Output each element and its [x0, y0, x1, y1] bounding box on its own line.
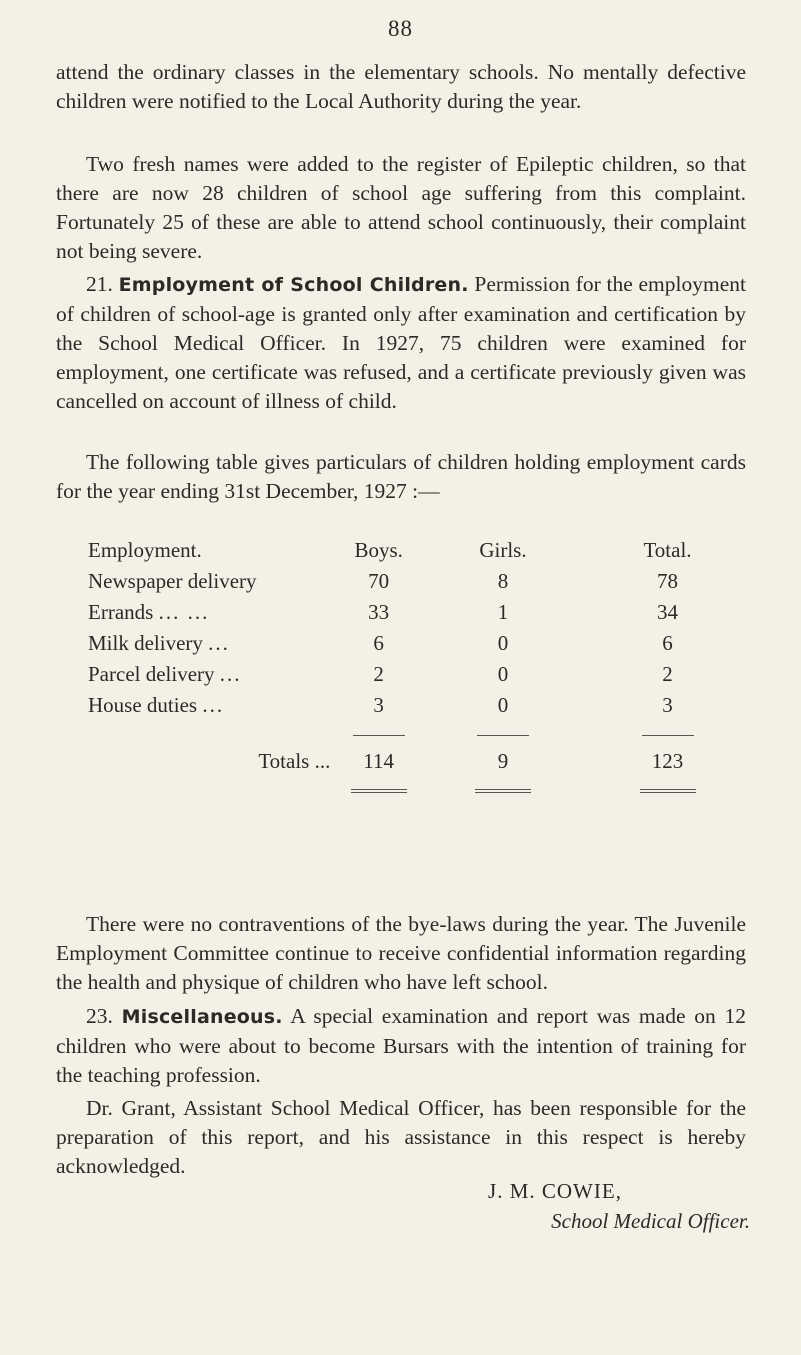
- row-boys: 6: [373, 631, 384, 655]
- section-21-number: 21.: [86, 272, 113, 296]
- table-row: [56, 628, 756, 659]
- row-boys: 2: [373, 662, 384, 686]
- table-double-rule-row: [56, 777, 756, 802]
- row-leader-dots: ...: [219, 662, 242, 686]
- row-employment: Parcel delivery: [88, 662, 215, 686]
- signature-name: J. M. COWIE,: [488, 1179, 622, 1203]
- signature-title: School Medical Officer.: [551, 1209, 750, 1233]
- column-double-rule: [640, 789, 696, 793]
- table-rule-row: [56, 721, 756, 746]
- column-double-rule: [351, 789, 407, 793]
- table-row: [56, 566, 756, 597]
- column-rule: [477, 735, 529, 736]
- row-girls: 0: [497, 693, 509, 717]
- page-number: 88: [388, 16, 413, 41]
- row-employment: House duties: [88, 693, 198, 717]
- header-employment: Employment.: [88, 538, 202, 562]
- header-boys: Boys.: [354, 538, 403, 562]
- row-total: 2: [662, 662, 673, 686]
- header-total: Total.: [643, 538, 692, 562]
- section-21-heading: Employment of School Children.: [118, 274, 469, 296]
- table-row: [56, 690, 756, 721]
- table-totals-row: [56, 746, 756, 777]
- row-girls: 1: [497, 600, 509, 624]
- column-rule: [642, 735, 694, 736]
- row-employment: Errands: [88, 600, 154, 624]
- section-21-text: Permission for the employment of children of school-age is granted only after examination and certification by the School Medical Officer. In 1927, 75 children were examined for employment, one certificate was refused, and a certificate previously given was cancelled on account of illness of child.: [56, 272, 746, 413]
- totals-girls: 9: [497, 749, 509, 773]
- row-employment: Milk delivery: [88, 631, 203, 655]
- row-leader-dots: ... ...: [158, 600, 210, 624]
- table-intro: The following table gives particulars of children holding employment cards for the year ending 31st December, 1927 :—: [56, 450, 746, 503]
- row-girls: 8: [497, 569, 509, 593]
- row-total: 78: [657, 569, 678, 593]
- column-double-rule: [475, 789, 531, 793]
- totals-label: Totals ...: [258, 749, 331, 773]
- row-boys: 33: [368, 600, 390, 624]
- paragraph-mental-defectives: attend the ordinary classes in the elementary schools. No mentally defective children were notified to the Local Authority during the year.: [56, 60, 746, 113]
- signature-block: [360, 1176, 750, 1236]
- section-23-number: 23.: [86, 1004, 113, 1028]
- paragraph-bye-laws: There were no contraventions of the bye-laws during the year. The Juvenile Employment Committee continue to receive confidential information regarding the health and physique of children who have left school.: [56, 912, 746, 994]
- row-total: 6: [662, 631, 673, 655]
- column-rule: [353, 735, 405, 736]
- row-boys: 70: [368, 569, 390, 593]
- paragraph-acknowledgement: Dr. Grant, Assistant School Medical Officer, has been responsible for the preparation of this report, and his assistance in this respect is hereby acknowledged.: [56, 1096, 746, 1178]
- row-leader-dots: ...: [208, 631, 230, 655]
- table-header-row: [56, 535, 756, 566]
- row-total: 34: [657, 600, 678, 624]
- table-row: [56, 659, 756, 690]
- employment-table: [56, 535, 756, 802]
- totals-total: 123: [651, 749, 684, 773]
- row-leader-dots: ...: [202, 693, 225, 717]
- section-23-text: A special examination and report was made on 12 children who were about to become Bursars with the intention of training for the teaching profession.: [56, 1004, 746, 1087]
- table-row: [56, 597, 756, 628]
- totals-boys: 114: [363, 749, 395, 773]
- header-girls: Girls.: [479, 538, 527, 562]
- row-total: 3: [662, 693, 673, 717]
- row-girls: 0: [497, 662, 509, 686]
- row-employment: Newspaper delivery: [88, 569, 257, 593]
- paragraph-epileptic-children: Two fresh names were added to the register of Epileptic children, so that there are now 28 children of school age suffering from this complaint. Fortunately 25 of these are able to attend school continuously, their complaint not being severe.: [56, 152, 746, 263]
- section-23-miscellaneous: [56, 1002, 746, 1090]
- section-23-heading: Miscellaneous.: [121, 1006, 283, 1028]
- row-girls: 0: [497, 631, 509, 655]
- section-21-employment: [56, 270, 746, 416]
- row-boys: 3: [373, 693, 384, 717]
